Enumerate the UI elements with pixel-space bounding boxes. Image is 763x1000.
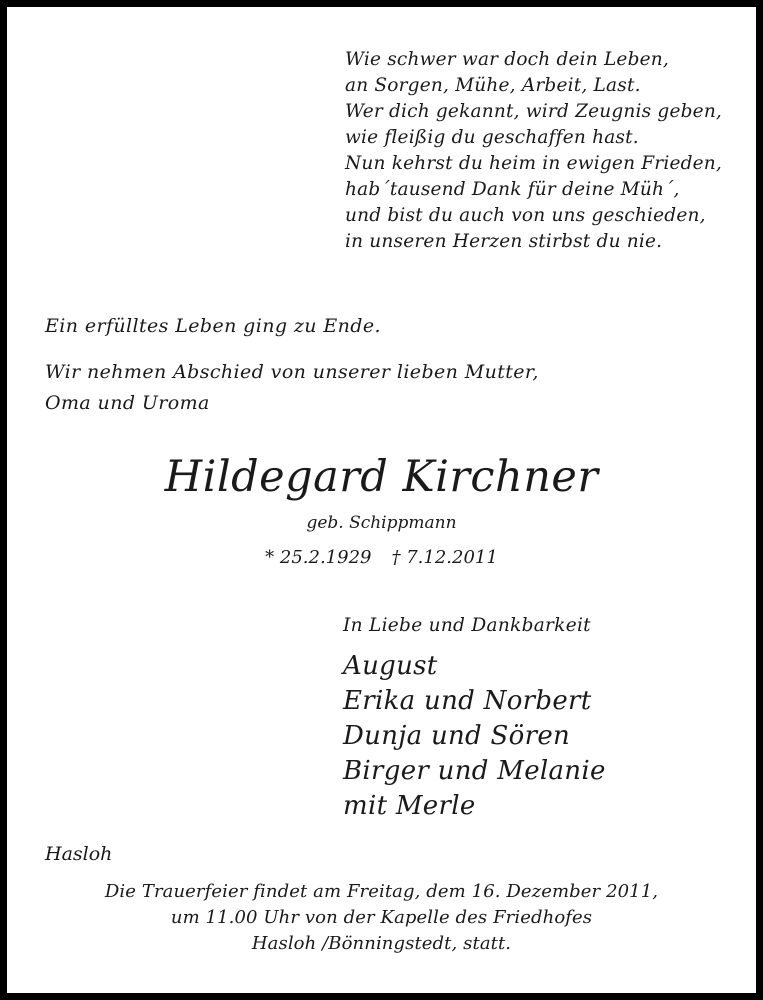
death-date: † 7.12.2011 (391, 547, 498, 568)
poem-line: Wie schwer war doch dein Leben, (345, 49, 669, 70)
mourner-name: August (343, 651, 438, 681)
service-line: Hasloh /Bönningstedt, statt. (251, 933, 512, 954)
poem-line: in unseren Herzen stirbst du nie. (345, 231, 663, 252)
service-line: um 11.00 Uhr von der Kapelle des Friedhofes (170, 907, 593, 928)
mourner-name: Erika und Norbert (343, 686, 592, 716)
poem-line: an Sorgen, Mühe, Arbeit, Last. (345, 75, 641, 96)
deceased-name: Hildegard Kirchner (164, 452, 599, 502)
mourner-name: Dunja und Sören (343, 721, 571, 751)
memorial-poem (345, 47, 722, 255)
farewell-line: Oma und Uroma (45, 392, 210, 414)
service-line: Die Trauerfeier findet am Freitag, dem 16. Dezember 2011, (104, 881, 659, 902)
poem-line: Wer dich gekannt, wird Zeugnis geben, (345, 101, 723, 122)
mourners-intro: In Liebe und Dankbarkeit (343, 615, 591, 636)
poem-line: hab´tausend Dank für deine Müh´, (345, 179, 680, 200)
mourners-list (343, 649, 606, 824)
funeral-service-info (7, 879, 756, 957)
poem-line: und bist du auch von uns geschieden, (345, 205, 706, 226)
poem-line: wie fleißig du geschaffen hast. (345, 127, 639, 148)
intro-sentence: Ein erfülltes Leben ging zu Ende. (45, 315, 381, 337)
farewell-line: Wir nehmen Abschied von unserer lieben Mutter, (45, 361, 539, 383)
life-dates (7, 544, 756, 572)
mourner-name: mit Merle (343, 791, 476, 821)
farewell-text (45, 357, 539, 419)
mourner-name: Birger und Melanie (343, 756, 606, 786)
maiden-name: geb. Schippmann (306, 513, 457, 533)
poem-line: Nun kehrst du heim in ewigen Frieden, (345, 153, 722, 174)
birth-date: * 25.2.1929 (265, 547, 372, 568)
place-name: Hasloh (45, 843, 113, 865)
